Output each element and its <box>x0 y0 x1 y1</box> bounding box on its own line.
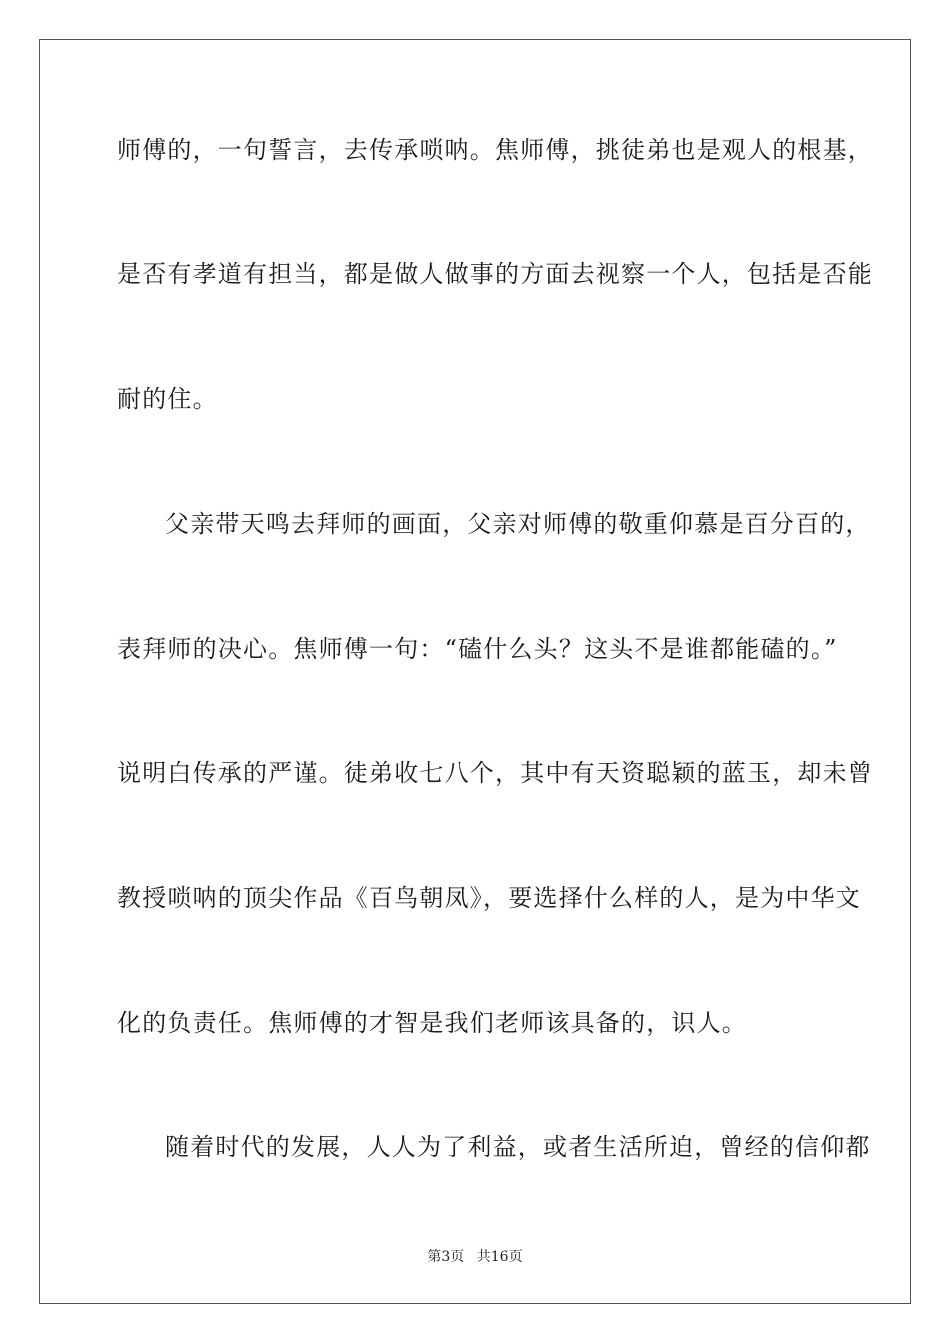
page-footer <box>0 1248 950 1266</box>
paragraph-first-line: 父亲带天鸣去拜师的画面，父亲对师傅的敬重仰慕是百分百的， <box>165 510 871 538</box>
text-line: 耐的住。 <box>117 385 218 413</box>
text-line: 是否有孝道有担当，都是做人做事的方面去视察一个人，包括是否能 <box>117 260 873 288</box>
page-frame <box>39 39 911 1304</box>
page-number: 第3页 <box>427 1249 465 1265</box>
text-line: 化的负责任。焦师傅的才智是我们老师该具备的，识人。 <box>117 1009 747 1037</box>
text-line: 表拜师的决心。焦师傅一句：“磕什么头？这头不是谁都能磕的。” <box>117 635 838 663</box>
paragraph-first-line: 随着时代的发展，人人为了利益，或者生活所迫，曾经的信仰都 <box>165 1133 871 1161</box>
text-line: 教授唢呐的顶尖作品《百鸟朝凤》，要选择什么样的人，是为中华文 <box>117 884 861 912</box>
text-line: 师傅的，一句誓言，去传承唢呐。焦师傅，挑徒弟也是观人的根基， <box>117 136 873 164</box>
page-total: 共16页 <box>476 1249 523 1265</box>
text-line: 说明白传承的严谨。徒弟收七八个，其中有天资聪颖的蓝玉，却未曾 <box>117 759 873 787</box>
